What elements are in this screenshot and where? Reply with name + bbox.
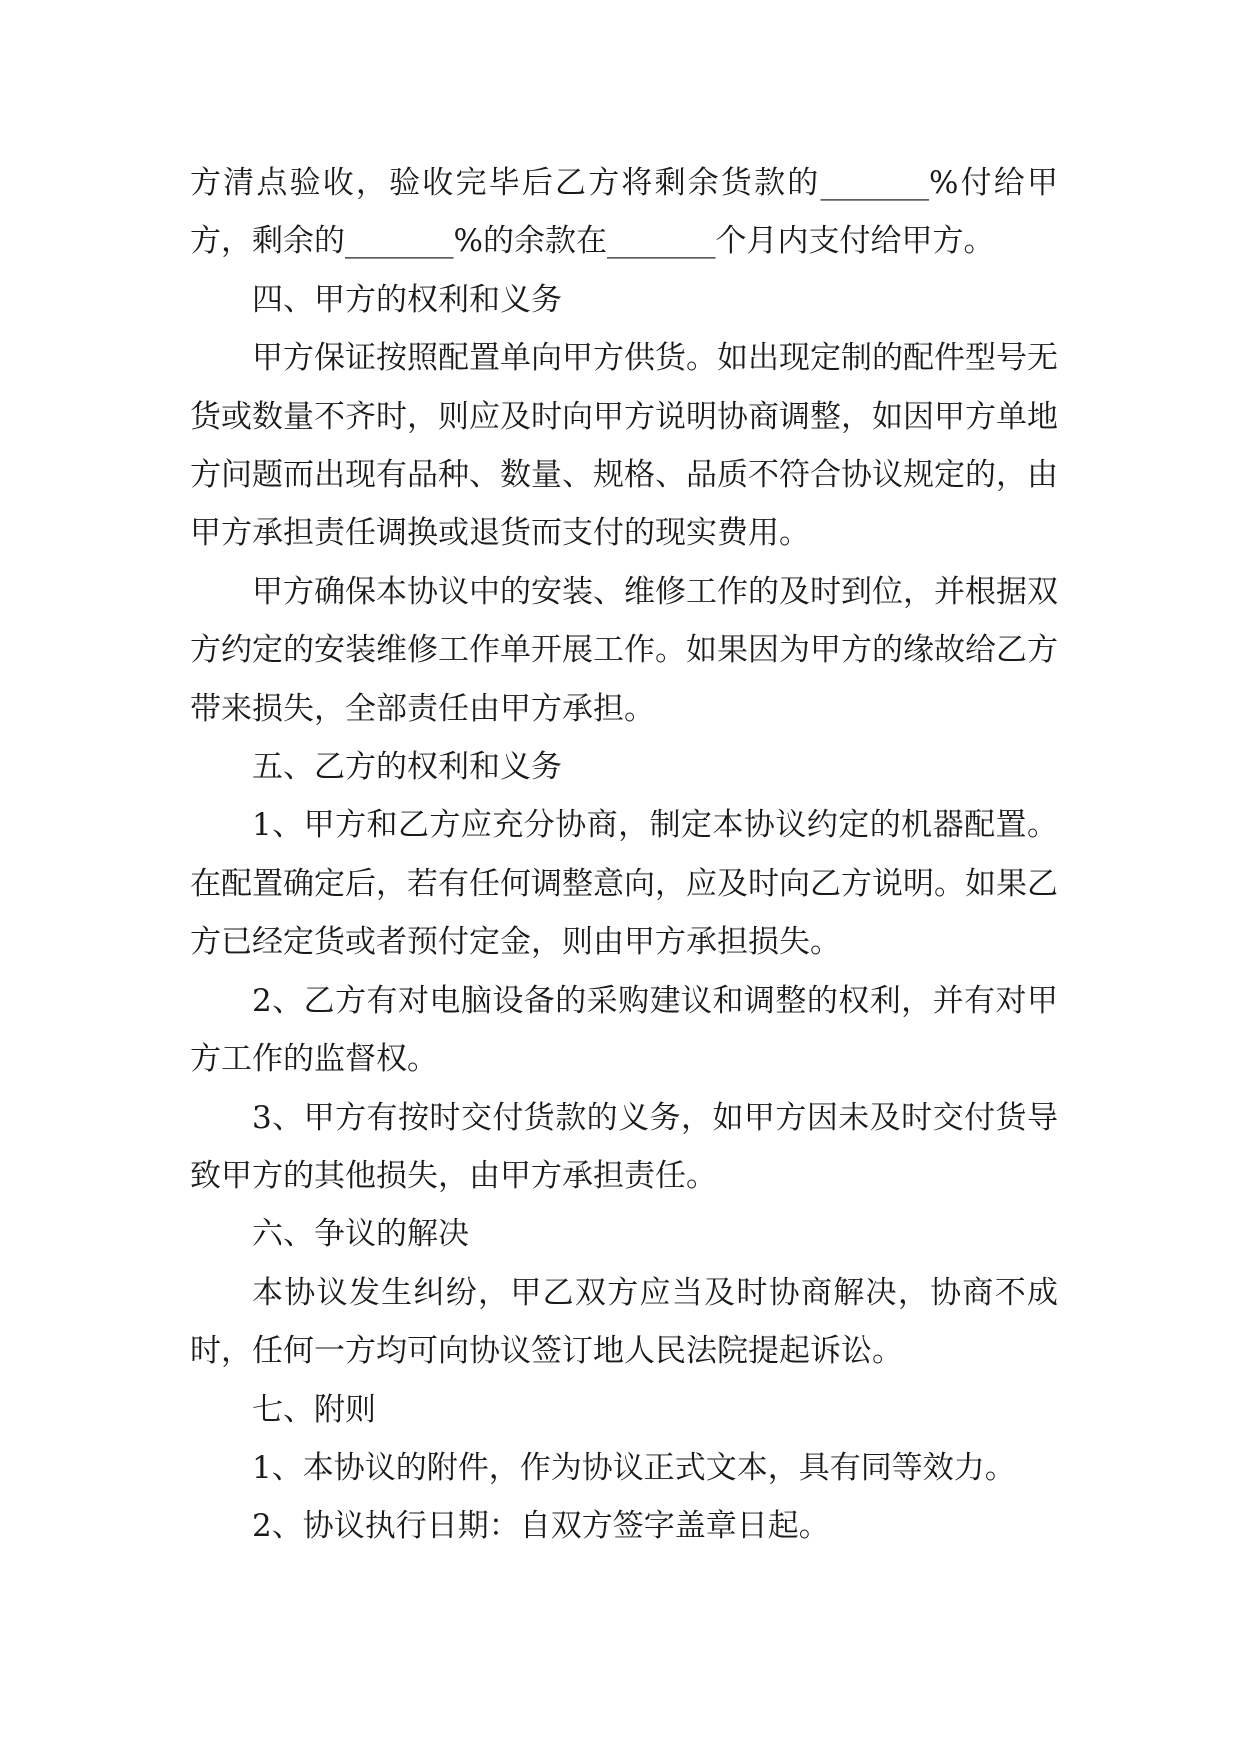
section-heading-supplementary: 七、附则 <box>252 1391 376 1428</box>
section-heading-party-a-rights: 四、甲方的权利和义务 <box>252 281 562 318</box>
section-heading-dispute-resolution: 六、争议的解决 <box>252 1216 469 1253</box>
paragraph-payment-terms: 方清点验收，验收完毕后乙方将剩余货款的_______%付给甲方，剩余的_______%的余款在_______个月内支付给甲方。 <box>190 165 1058 260</box>
paragraph-installation-maintenance: 甲方确保本协议中的安装、维修工作的及时到位，并根据双方约定的安装维修工作单开展工作。如果因为甲方的缘故给乙方带来损失，全部责任由甲方承担。 <box>190 573 1058 727</box>
paragraph-clause-3-payment-duty: 3、甲方有按时交付货款的义务，如甲方因未及时交付货导致甲方的其他损失，由甲方承担责任。 <box>190 1099 1058 1194</box>
paragraph-clause-1-configuration: 1、甲方和乙方应充分协商，制定本协议约定的机器配置。在配置确定后，若有任何调整意向，应及时向乙方说明。如果乙方已经定货或者预付定金，则由甲方承担损失。 <box>190 807 1058 961</box>
paragraph-dispute-terms: 本协议发生纠纷，甲乙双方应当及时协商解决，协商不成时，任何一方均可向协议签订地人民法院提起诉讼。 <box>190 1274 1058 1370</box>
paragraph-supply-guarantee: 甲方保证按照配置单向甲方供货。如出现定制的配件型号无货或数量不齐时，则应及时向甲方说明协商调整，如因甲方单地方问题而出现有品种、数量、规格、品质不符合协议规定的，由甲方承担责任调换或退货而支付的现实费用。 <box>190 340 1058 552</box>
section-heading-party-b-rights: 五、乙方的权利和义务 <box>252 749 562 786</box>
paragraph-effective-date: 2、协议执行日期：自双方签字盖章日起。 <box>252 1508 830 1545</box>
document-body <box>190 154 1058 1556</box>
paragraph-attachment-validity: 1、本协议的附件，作为协议正式文本，具有同等效力。 <box>252 1449 1016 1486</box>
paragraph-clause-2-procurement: 2、乙方有对电脑设备的采购建议和调整的权利，并有对甲方工作的监督权。 <box>190 982 1058 1078</box>
